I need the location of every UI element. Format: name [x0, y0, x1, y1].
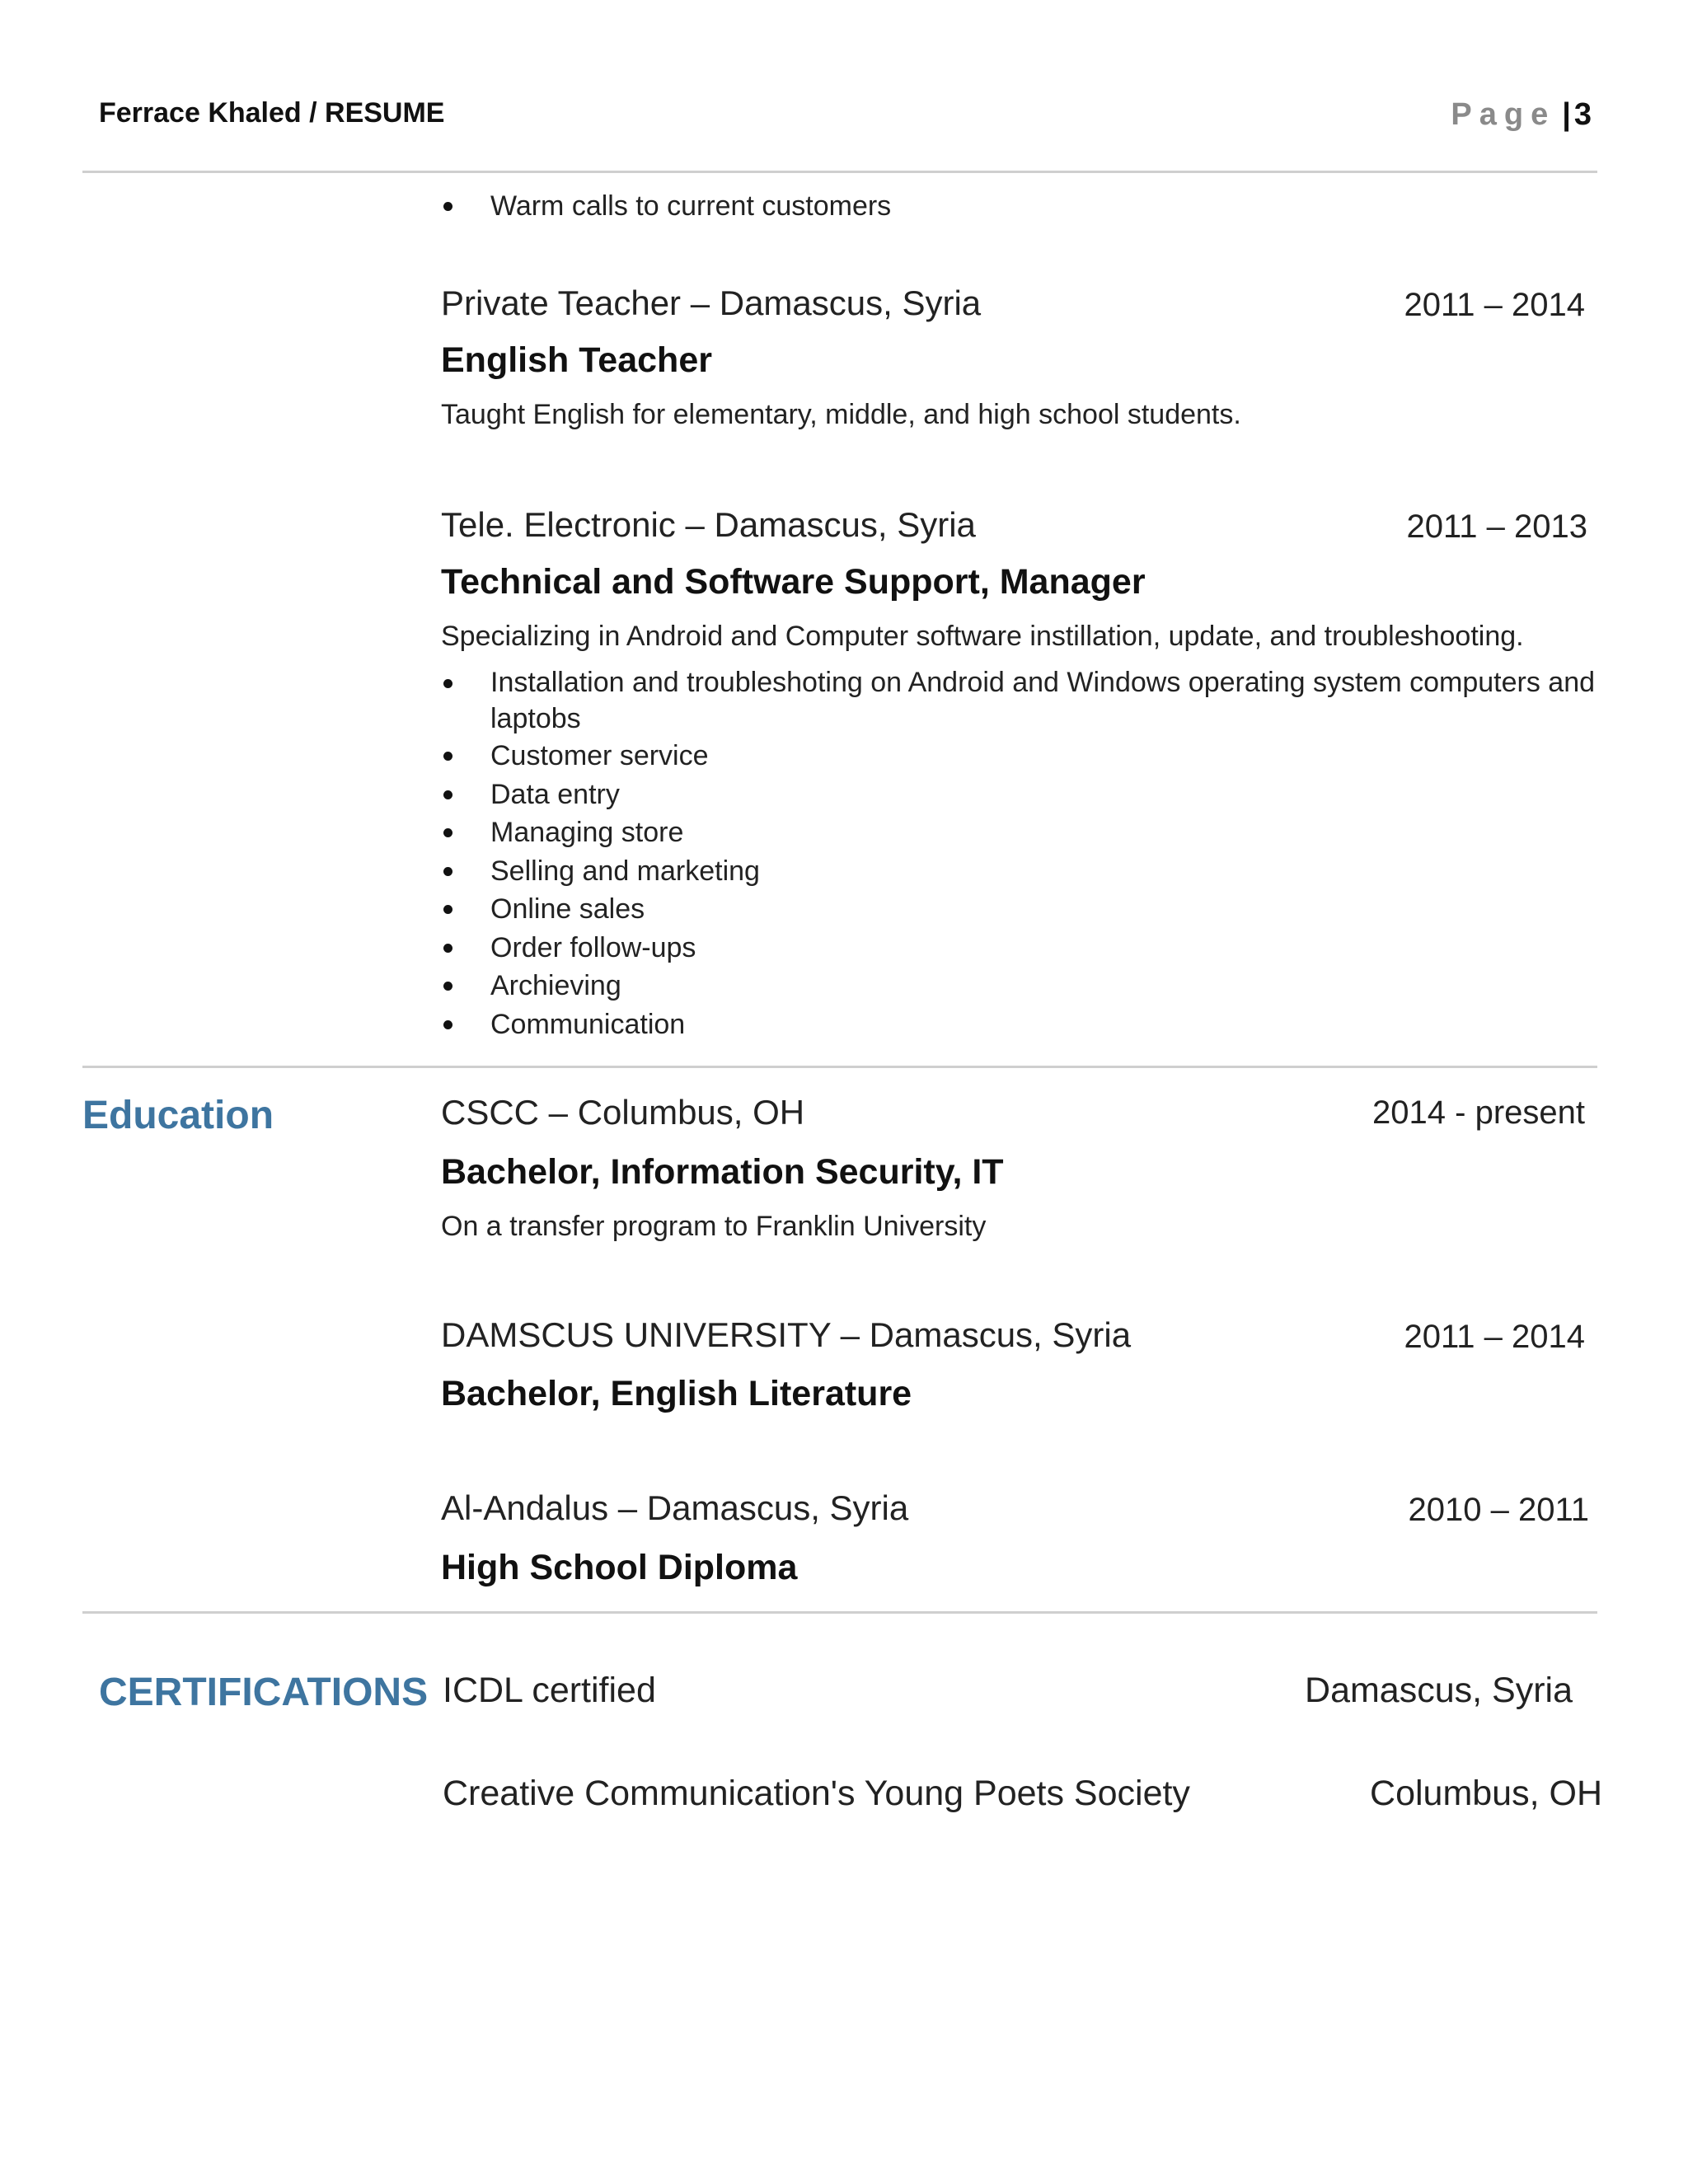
page-separator: |	[1562, 97, 1571, 132]
page-number: 3	[1573, 97, 1592, 132]
education-heading: Education	[82, 1094, 274, 1137]
job-description: Taught English for elementary, middle, and high school students.	[441, 399, 1241, 430]
section-divider	[82, 1066, 1597, 1068]
header-divider	[82, 171, 1597, 173]
page-word: Page	[1451, 97, 1556, 132]
certification-name: ICDL certified	[443, 1671, 656, 1710]
list-item: Customer service	[443, 737, 1597, 776]
job-title: English Teacher	[441, 340, 712, 380]
certification-name: Creative Communication's Young Poets Society	[443, 1774, 1190, 1813]
education-org: DAMSCUS UNIVERSITY – Damascus, Syria	[441, 1315, 1132, 1354]
job-org: Private Teacher – Damascus, Syria	[441, 284, 982, 322]
education-org: CSCC – Columbus, OH	[441, 1093, 805, 1132]
list-item: Warm calls to current customers	[443, 187, 891, 226]
education-degree: Bachelor, Information Security, IT	[441, 1152, 1004, 1192]
job-org: Tele. Electronic – Damascus, Syria	[441, 505, 976, 544]
job-description: Specializing in Android and Computer software instillation, update, and troubleshooting.	[441, 621, 1524, 652]
education-dates: 2010 – 2011	[1408, 1492, 1589, 1528]
list-item: Online sales	[443, 890, 1597, 929]
education-org: Al-Andalus – Damascus, Syria	[441, 1488, 909, 1527]
list-item: Archieving	[443, 967, 1597, 1005]
page-number-label	[1451, 97, 1592, 133]
list-item: Communication	[443, 1005, 1597, 1044]
job-bullet-list	[443, 664, 1597, 1043]
education-note: On a transfer program to Franklin University	[441, 1211, 987, 1242]
list-item: Selling and marketing	[443, 852, 1597, 891]
education-dates: 2011 – 2014	[1404, 1319, 1585, 1355]
section-divider	[82, 1611, 1597, 1614]
job-dates: 2011 – 2014	[1404, 287, 1585, 323]
list-item: Data entry	[443, 776, 1597, 814]
certification-location: Columbus, OH	[1370, 1774, 1602, 1813]
certification-location: Damascus, Syria	[1305, 1671, 1573, 1710]
certifications-heading: CERTIFICATIONS	[99, 1671, 429, 1714]
education-degree: Bachelor, English Literature	[441, 1374, 912, 1413]
education-dates: 2014 - present	[1372, 1094, 1585, 1131]
job-title: Technical and Software Support, Manager	[441, 562, 1146, 602]
carried-over-bullets	[443, 187, 891, 226]
job-dates: 2011 – 2013	[1406, 509, 1587, 545]
list-item: Installation and troubleshoting on Android and Windows operating system computers and laptobs	[443, 664, 1597, 737]
education-degree: High School Diploma	[441, 1548, 798, 1587]
document-header-title: Ferrace Khaled / RESUME	[99, 97, 445, 129]
list-item: Order follow-ups	[443, 929, 1597, 968]
list-item: Managing store	[443, 813, 1597, 852]
